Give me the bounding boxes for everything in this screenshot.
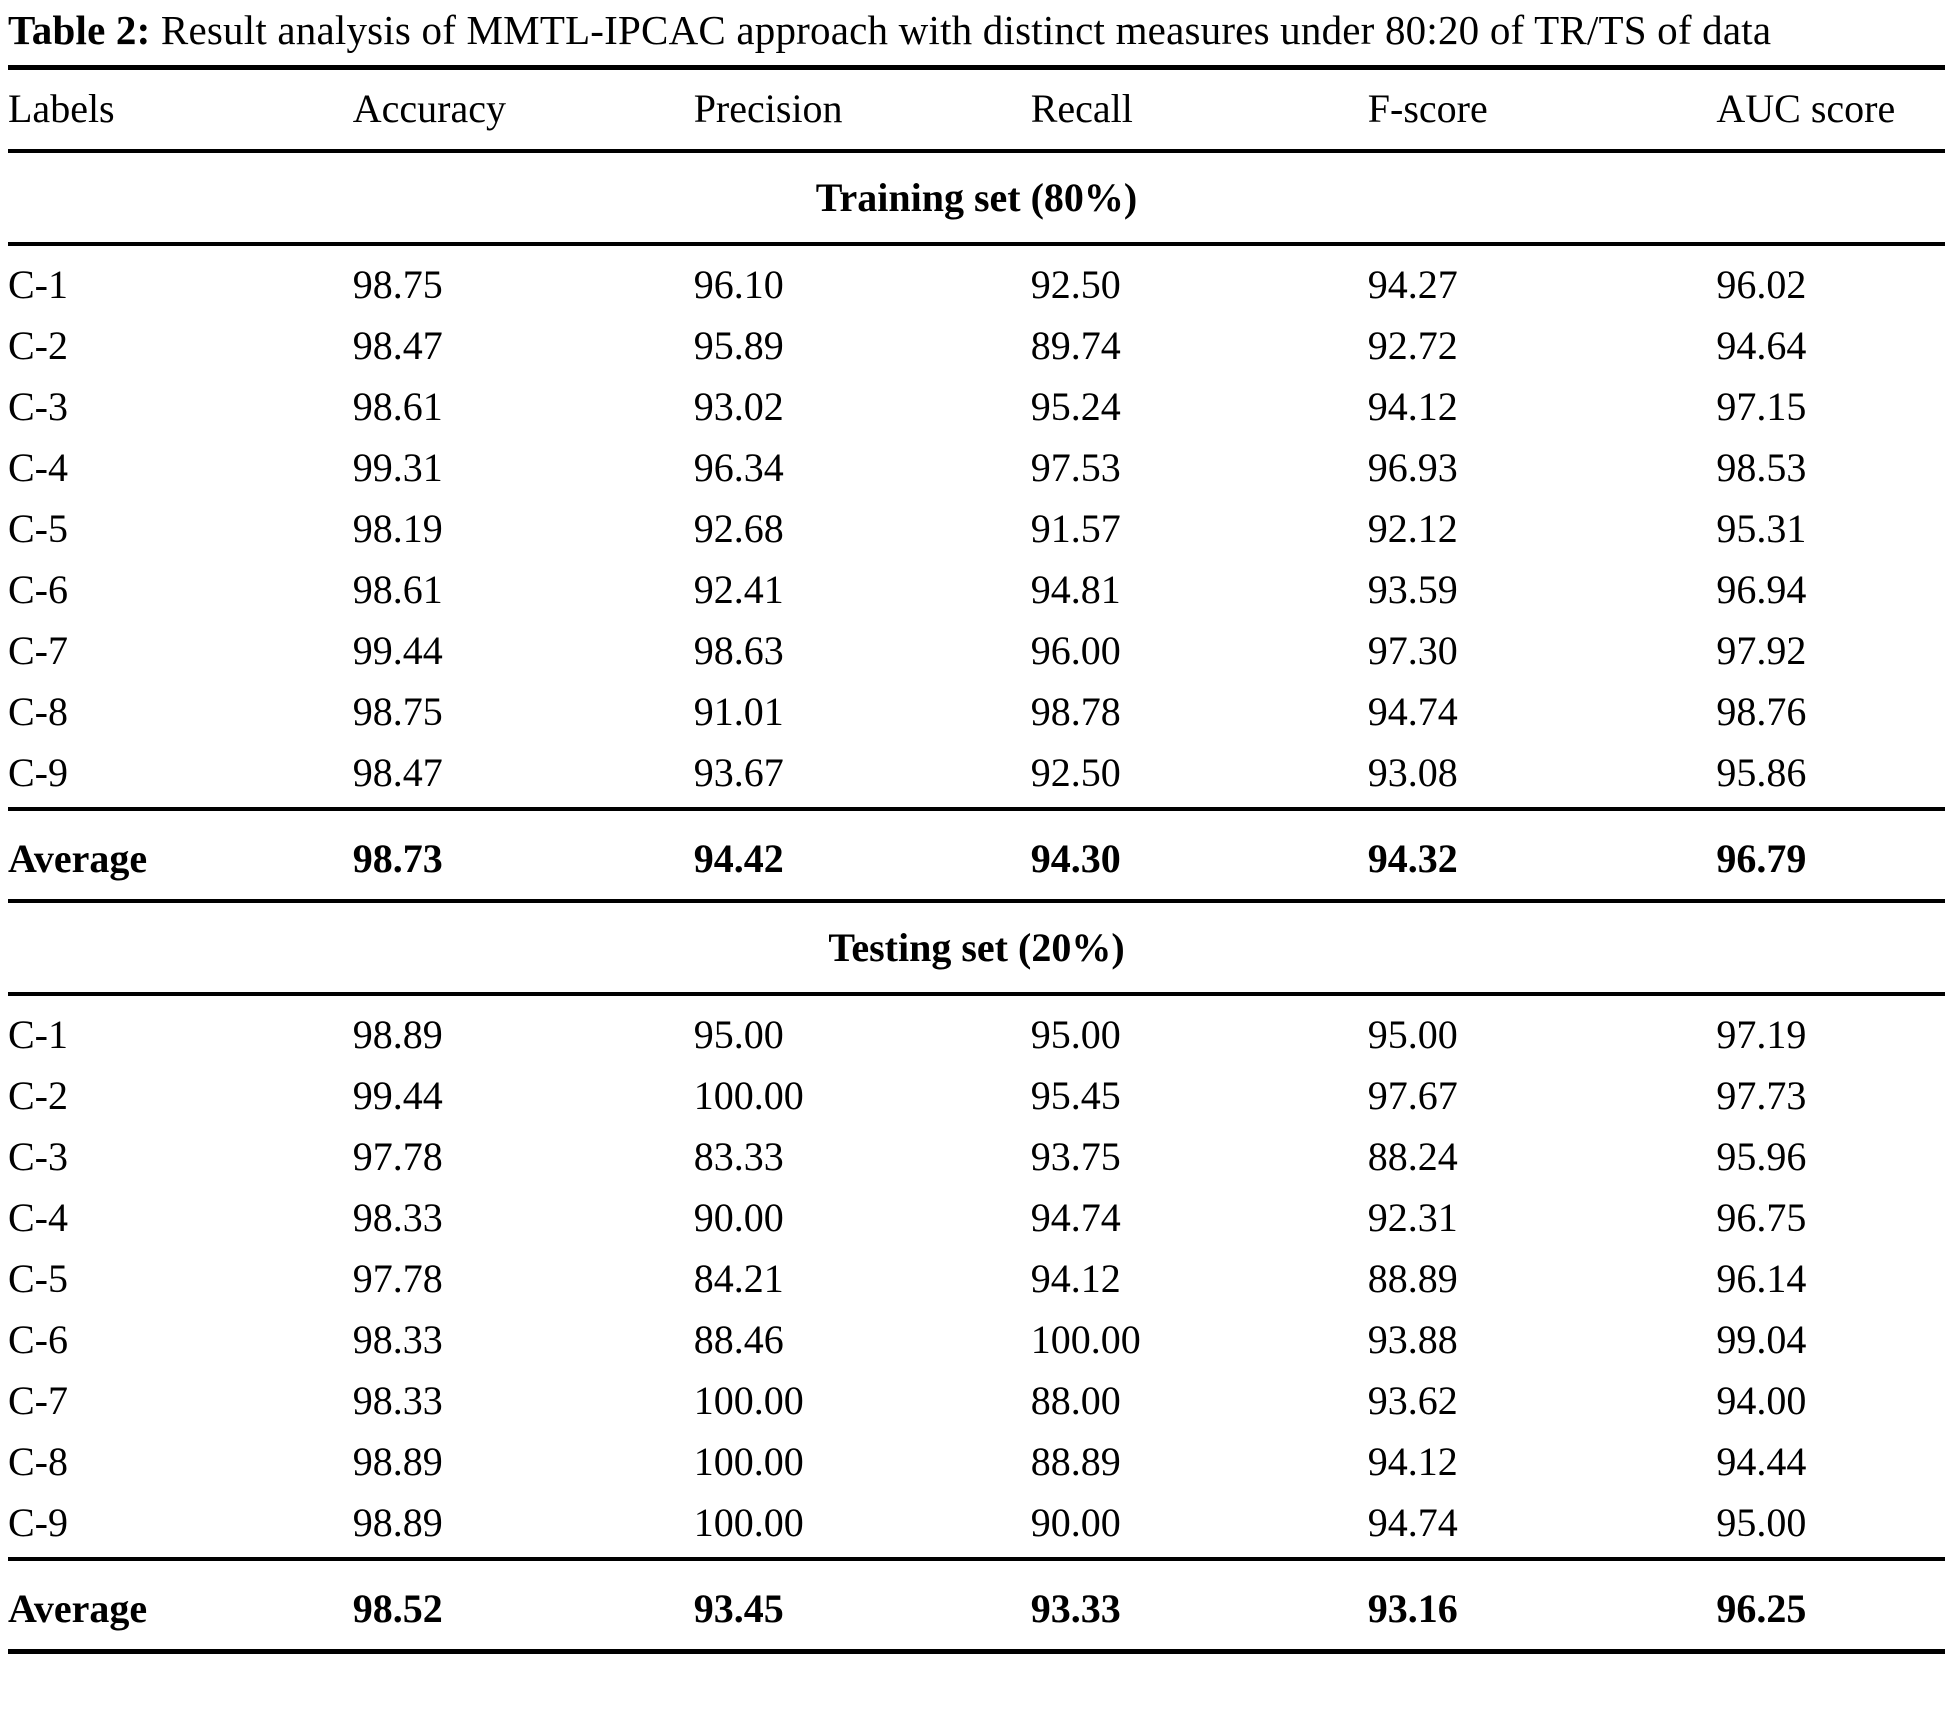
row-label: C-8	[8, 689, 68, 735]
cell-value: 97.92	[1716, 628, 1807, 674]
table-row	[8, 1431, 1945, 1492]
table-row	[8, 376, 1945, 437]
row-label: C-7	[8, 1378, 68, 1424]
cell-value: 98.33	[352, 1195, 443, 1241]
cell-value: 94.12	[1367, 384, 1458, 430]
row-label: C-1	[8, 262, 68, 308]
cell-value: 84.21	[693, 1256, 784, 1302]
table-row	[8, 244, 1945, 315]
table-caption-label: Table 2:	[8, 7, 151, 53]
row-label: C-5	[8, 506, 68, 552]
table-row	[8, 437, 1945, 498]
cell-value: 97.67	[1367, 1073, 1458, 1119]
cell-value: 98.89	[352, 1012, 443, 1058]
cell-value: 93.88	[1367, 1317, 1458, 1363]
row-label: C-2	[8, 1073, 68, 1119]
table-row	[8, 1309, 1945, 1370]
average-value: 93.45	[694, 1559, 1031, 1652]
cell-value: 92.72	[1367, 323, 1458, 369]
table-row	[8, 559, 1945, 620]
section-header-row	[8, 151, 1945, 244]
row-label: C-7	[8, 628, 68, 674]
table-caption-text: Result analysis of MMTL-IPCAC approach with distinct measures under 80:20 of TR/TS of data	[150, 7, 1772, 53]
cell-value: 92.68	[693, 506, 784, 552]
cell-value: 98.75	[352, 689, 443, 735]
cell-value: 93.62	[1367, 1378, 1458, 1424]
cell-value: 88.24	[1367, 1134, 1458, 1180]
table-body	[8, 151, 1945, 1652]
average-value: 98.52	[353, 1559, 694, 1652]
cell-value: 97.30	[1367, 628, 1458, 674]
cell-value: 98.75	[352, 262, 443, 308]
cell-value: 97.53	[1030, 445, 1121, 491]
cell-value: 93.67	[693, 750, 784, 796]
cell-value: 98.76	[1716, 689, 1807, 735]
average-value: 96.25	[1716, 1559, 1945, 1652]
table-row	[8, 498, 1945, 559]
table-row	[8, 1248, 1945, 1309]
cell-value: 97.73	[1716, 1073, 1807, 1119]
average-label: Average	[8, 1559, 353, 1652]
cell-value: 89.74	[1030, 323, 1121, 369]
cell-value: 98.19	[352, 506, 443, 552]
cell-value: 95.00	[1030, 1012, 1121, 1058]
table-row	[8, 620, 1945, 681]
cell-value: 96.75	[1716, 1195, 1807, 1241]
cell-value: 94.12	[1030, 1256, 1121, 1302]
cell-value: 88.89	[1367, 1256, 1458, 1302]
row-label: C-8	[8, 1439, 68, 1485]
cell-value: 95.89	[693, 323, 784, 369]
row-label: C-6	[8, 1317, 68, 1363]
cell-value: 96.00	[1030, 628, 1121, 674]
column-header-accuracy: Accuracy	[353, 68, 694, 152]
average-value: 93.16	[1368, 1559, 1717, 1652]
cell-value: 83.33	[693, 1134, 784, 1180]
header-row	[8, 68, 1945, 152]
cell-value: 100.00	[693, 1439, 804, 1485]
average-value: 96.79	[1716, 809, 1945, 901]
cell-value: 98.53	[1716, 445, 1807, 491]
cell-value: 100.00	[693, 1500, 804, 1546]
cell-value: 90.00	[693, 1195, 784, 1241]
cell-value: 98.89	[352, 1500, 443, 1546]
section-header: Training set (80%)	[8, 151, 1945, 244]
cell-value: 95.31	[1716, 506, 1807, 552]
cell-value: 100.00	[1030, 1317, 1141, 1363]
cell-value: 98.61	[352, 384, 443, 430]
cell-value: 95.00	[1367, 1012, 1458, 1058]
average-row	[8, 809, 1945, 901]
cell-value: 94.74	[1367, 689, 1458, 735]
row-label: C-4	[8, 1195, 68, 1241]
cell-value: 91.01	[693, 689, 784, 735]
cell-value: 98.47	[352, 323, 443, 369]
cell-value: 91.57	[1030, 506, 1121, 552]
cell-value: 93.59	[1367, 567, 1458, 613]
row-label: C-2	[8, 323, 68, 369]
column-header-fscore: F-score	[1368, 68, 1717, 152]
cell-value: 96.10	[693, 262, 784, 308]
cell-value: 98.33	[352, 1317, 443, 1363]
row-label: C-9	[8, 750, 68, 796]
cell-value: 94.12	[1367, 1439, 1458, 1485]
cell-value: 99.04	[1716, 1317, 1807, 1363]
average-row	[8, 1559, 1945, 1652]
cell-value: 88.89	[1030, 1439, 1121, 1485]
table-header	[8, 68, 1945, 152]
cell-value: 98.89	[352, 1439, 443, 1485]
cell-value: 94.00	[1716, 1378, 1807, 1424]
table-row	[8, 994, 1945, 1065]
cell-value: 92.50	[1030, 262, 1121, 308]
section-header: Testing set (20%)	[8, 901, 1945, 994]
cell-value: 95.96	[1716, 1134, 1807, 1180]
average-value: 94.32	[1368, 809, 1717, 901]
cell-value: 98.47	[352, 750, 443, 796]
column-header-precision: Precision	[694, 68, 1031, 152]
cell-value: 97.15	[1716, 384, 1807, 430]
row-label: C-3	[8, 384, 68, 430]
cell-value: 90.00	[1030, 1500, 1121, 1546]
table-row	[8, 681, 1945, 742]
cell-value: 92.50	[1030, 750, 1121, 796]
cell-value: 95.00	[1716, 1500, 1807, 1546]
table-row	[8, 1065, 1945, 1126]
row-label: C-9	[8, 1500, 68, 1546]
cell-value: 94.27	[1367, 262, 1458, 308]
cell-value: 95.00	[693, 1012, 784, 1058]
cell-value: 97.78	[352, 1256, 443, 1302]
cell-value: 94.74	[1367, 1500, 1458, 1546]
row-label: C-1	[8, 1012, 68, 1058]
average-label: Average	[8, 809, 353, 901]
cell-value: 98.61	[352, 567, 443, 613]
cell-value: 99.31	[352, 445, 443, 491]
cell-value: 100.00	[693, 1378, 804, 1424]
cell-value: 94.64	[1716, 323, 1807, 369]
cell-value: 98.33	[352, 1378, 443, 1424]
cell-value: 96.14	[1716, 1256, 1807, 1302]
cell-value: 88.00	[1030, 1378, 1121, 1424]
table-row	[8, 742, 1945, 809]
cell-value: 96.34	[693, 445, 784, 491]
row-label: C-5	[8, 1256, 68, 1302]
cell-value: 93.75	[1030, 1134, 1121, 1180]
cell-value: 94.81	[1030, 567, 1121, 613]
row-label: C-6	[8, 567, 68, 613]
average-value: 98.73	[353, 809, 694, 901]
cell-value: 96.93	[1367, 445, 1458, 491]
row-label: C-4	[8, 445, 68, 491]
cell-value: 92.31	[1367, 1195, 1458, 1241]
table-row	[8, 1187, 1945, 1248]
cell-value: 99.44	[352, 628, 443, 674]
cell-value: 95.86	[1716, 750, 1807, 796]
table-caption	[8, 4, 1945, 56]
cell-value: 92.41	[693, 567, 784, 613]
cell-value: 94.44	[1716, 1439, 1807, 1485]
cell-value: 88.46	[693, 1317, 784, 1363]
cell-value: 95.45	[1030, 1073, 1121, 1119]
cell-value: 96.94	[1716, 567, 1807, 613]
cell-value: 95.24	[1030, 384, 1121, 430]
average-value: 93.33	[1031, 1559, 1368, 1652]
column-header-recall: Recall	[1031, 68, 1368, 152]
results-table	[8, 65, 1945, 1654]
cell-value: 99.44	[352, 1073, 443, 1119]
cell-value: 93.02	[693, 384, 784, 430]
table-row	[8, 315, 1945, 376]
table-row	[8, 1492, 1945, 1559]
cell-value: 96.02	[1716, 262, 1807, 308]
cell-value: 93.08	[1367, 750, 1458, 796]
table-row	[8, 1370, 1945, 1431]
cell-value: 98.78	[1030, 689, 1121, 735]
average-value: 94.42	[694, 809, 1031, 901]
table-row	[8, 1126, 1945, 1187]
row-label: C-3	[8, 1134, 68, 1180]
cell-value: 98.63	[693, 628, 784, 674]
section-header-row	[8, 901, 1945, 994]
cell-value: 94.74	[1030, 1195, 1121, 1241]
column-header-auc: AUC score	[1716, 68, 1945, 152]
cell-value: 97.19	[1716, 1012, 1807, 1058]
average-value: 94.30	[1031, 809, 1368, 901]
cell-value: 92.12	[1367, 506, 1458, 552]
column-header-labels: Labels	[8, 68, 353, 152]
cell-value: 100.00	[693, 1073, 804, 1119]
cell-value: 97.78	[352, 1134, 443, 1180]
